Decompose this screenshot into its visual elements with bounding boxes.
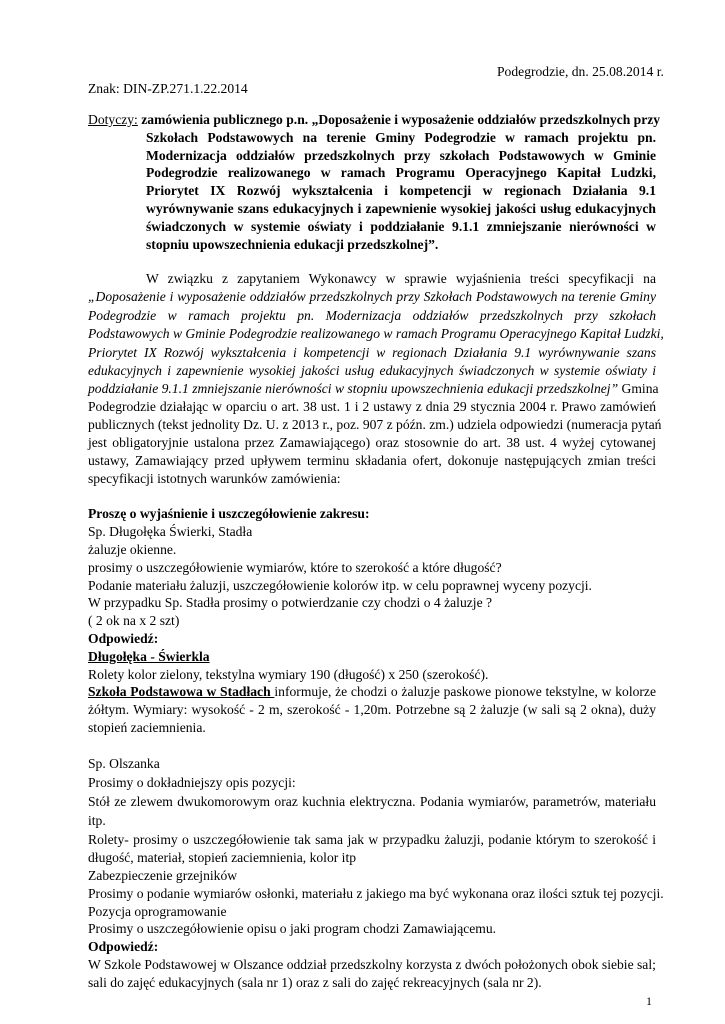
school-name: Szkoła Podstawowa w Stadłach bbox=[88, 684, 275, 700]
answer-label: Odpowiedź: bbox=[88, 631, 159, 647]
intro-italic-line: Priorytet IX Rozwój wykształcenia i kompetencji w regionach Działania 9.1 wyrównywanie szans bbox=[88, 345, 656, 361]
answer-line: sali do zajęć edukacyjnych (sala nr 1) oraz z sali do zajęć rekreacyjnych (sala nr 2). bbox=[88, 975, 542, 991]
page-number: 1 bbox=[646, 994, 652, 1009]
intro-line-7 bbox=[88, 379, 659, 398]
answer-label: Odpowiedź: bbox=[88, 939, 159, 955]
question-line: Zabezpieczenie grzejników bbox=[88, 867, 238, 883]
place-date: Podegrodzie, dn. 25.08.2014 r. bbox=[497, 64, 664, 80]
answer-line: Rolety kolor zielony, tekstylna wymiary 190 (długość) x 250 (szerokość). bbox=[88, 667, 489, 683]
question-line: Podanie materiału żaluzji, uszczegółowienie kolorów itp. w celu poprawnej wyceny pozycji. bbox=[88, 577, 592, 593]
subject-line: Podegrodzie realizowanego w ramach Programu Operacyjnego Kapitał Ludzki, bbox=[146, 165, 656, 181]
question-line: prosimy o uszczegółowienie wymiarów, które to szerokość a które długość? bbox=[88, 559, 502, 575]
question-line: itp. bbox=[88, 812, 106, 828]
intro-line: W związku z zapytaniem Wykonawcy w sprawie wyjaśnienia treści specyfikacji na bbox=[146, 271, 656, 287]
question-line: Stół ze zlewem dwukomorowym oraz kuchnia elektryczna. Podania wymiarów, parametrów, materiału bbox=[88, 793, 656, 809]
question-line: ( 2 ok na x 2 szt) bbox=[88, 613, 180, 629]
subject-first-line: zamówienia publicznego p.n. „Doposażenie i wyposażenie oddziałów przedszkolnych przy bbox=[141, 111, 661, 127]
subject-line: świadczonych w systemie oświaty i poddziałanie 9.1.1 zmniejszanie nierówności w bbox=[146, 219, 656, 235]
school-line: żółtym. Wymiary: wysokość - 2 m, szerokość - 1,20m. Potrzebne są 2 żaluzje (w sali są 2 okna), duży bbox=[88, 702, 656, 718]
intro-italic-line: „Doposażenie i wyposażenie oddziałów przedszkolnych przy Szkołach Podstawowych na terenie Gminy bbox=[88, 289, 656, 305]
question-line: Prosimy o podanie wymiarów osłonki, materiału z jakiego ma być wykonana oraz ilości sztuk tej pozycji. bbox=[88, 885, 664, 901]
intro-line: jest obligatoryjnie ustalona przez Zamawiającego) oraz stosownie do art. 38 ust. 4 wyżej cytowanej bbox=[88, 434, 656, 450]
subject-line-1 bbox=[88, 110, 661, 129]
question-line: Pozycja oprogramowanie bbox=[88, 903, 227, 919]
question-line: Prosimy o uszczegółowienie opisu o jaki program chodzi Zamawiającemu. bbox=[88, 921, 497, 937]
question-line: Prosimy o dokładniejszy opis pozycji: bbox=[88, 775, 296, 790]
question-line: Sp. Olszanka bbox=[88, 756, 160, 772]
question-line: długość, materiał, stopień zaciemnienia, kolor itp bbox=[88, 849, 357, 865]
subject-line: Modernizacja oddziałów przedszkolnych przy szkołach Podstawowych w Gminie bbox=[146, 147, 656, 163]
intro-line-7-tail: Gmina bbox=[621, 380, 659, 396]
subject-line: stopniu upowszechnienia edukacji przedszkolnej”. bbox=[146, 237, 439, 253]
question-line: Rolety- prosimy o uszczegółowienie tak sama jak w przypadku żaluzji, podanie którym to szerokość i bbox=[88, 831, 656, 847]
school-line: stopień zaciemnienia. bbox=[88, 720, 206, 736]
section1-heading: Proszę o wyjaśnienie i uszczegółowienie zakresu: bbox=[88, 505, 370, 521]
intro-italic-line: edukacyjnych i zapewnienie wysokiej jakości usług edukacyjnych świadczonych w systemie oświaty i bbox=[88, 362, 656, 378]
intro-line: ustawy, Zamawiający przed upływem terminu składania ofert, dokonuje następujących zmian treści bbox=[88, 452, 656, 468]
intro-line: publicznych (tekst jednolity Dz. U. z 2013 r., poz. 907 z późn. zm.) udziela odpowiedzi (numeracja pytań bbox=[88, 416, 662, 432]
subject-line: Priorytet IX Rozwój wykształcenia i kompetencji w regionach Działania 9.1 bbox=[146, 183, 656, 199]
school-line-1 bbox=[88, 682, 656, 701]
subject-line: wyrównywanie szans edukacyjnych i zapewnienie wysokiej jakości usług edukacyjnych bbox=[146, 201, 656, 217]
answer-line: W Szkole Podstawowej w Olszance oddział przedszkolny korzysta z dwóch położonych obok siebie sal; bbox=[88, 957, 656, 973]
intro-line: Podegrodzie działając w oparciu o art. 38 ust. 1 i 2 ustawy z dnia 29 stycznia 2004 r. Prawo zamówień bbox=[88, 398, 656, 414]
subject-line: Szkołach Podstawowych na terenie Gminy Podegrodzie w ramach projektu pn. bbox=[146, 129, 656, 145]
answer-place: Długołęka - Świerkla bbox=[88, 649, 210, 665]
question-line: W przypadku Sp. Stadła prosimy o potwierdzanie czy chodzi o 4 żaluzje ? bbox=[88, 595, 493, 611]
question-line: Sp. Długołęka Świerki, Stadła bbox=[88, 523, 253, 539]
subject-label: Dotyczy: bbox=[88, 111, 138, 127]
school-line-rest: informuje, że chodzi o żaluzje paskowe pionowe tekstylne, w kolorze bbox=[274, 684, 656, 700]
intro-italic-line: Podegrodzie w ramach projektu pn. Modernizacja oddziałów przedszkolnych przy szkołach bbox=[88, 308, 656, 324]
intro-line: specyfikacji istotnych warunków zamówienia: bbox=[88, 470, 341, 486]
question-line: żaluzje okienne. bbox=[88, 541, 177, 557]
intro-italic-line: Podstawowych w Gminie Podegrodzie realizowanego w ramach Programu Operacyjnego Kapitał Ludzki, bbox=[88, 326, 664, 342]
intro-italic-end: poddziałanie 9.1.1 zmniejszanie nierówności w stopniu upowszechnienia edukacji przedszkolnej” bbox=[88, 380, 619, 396]
reference-number: Znak: DIN-ZP.271.1.22.2014 bbox=[88, 81, 248, 97]
